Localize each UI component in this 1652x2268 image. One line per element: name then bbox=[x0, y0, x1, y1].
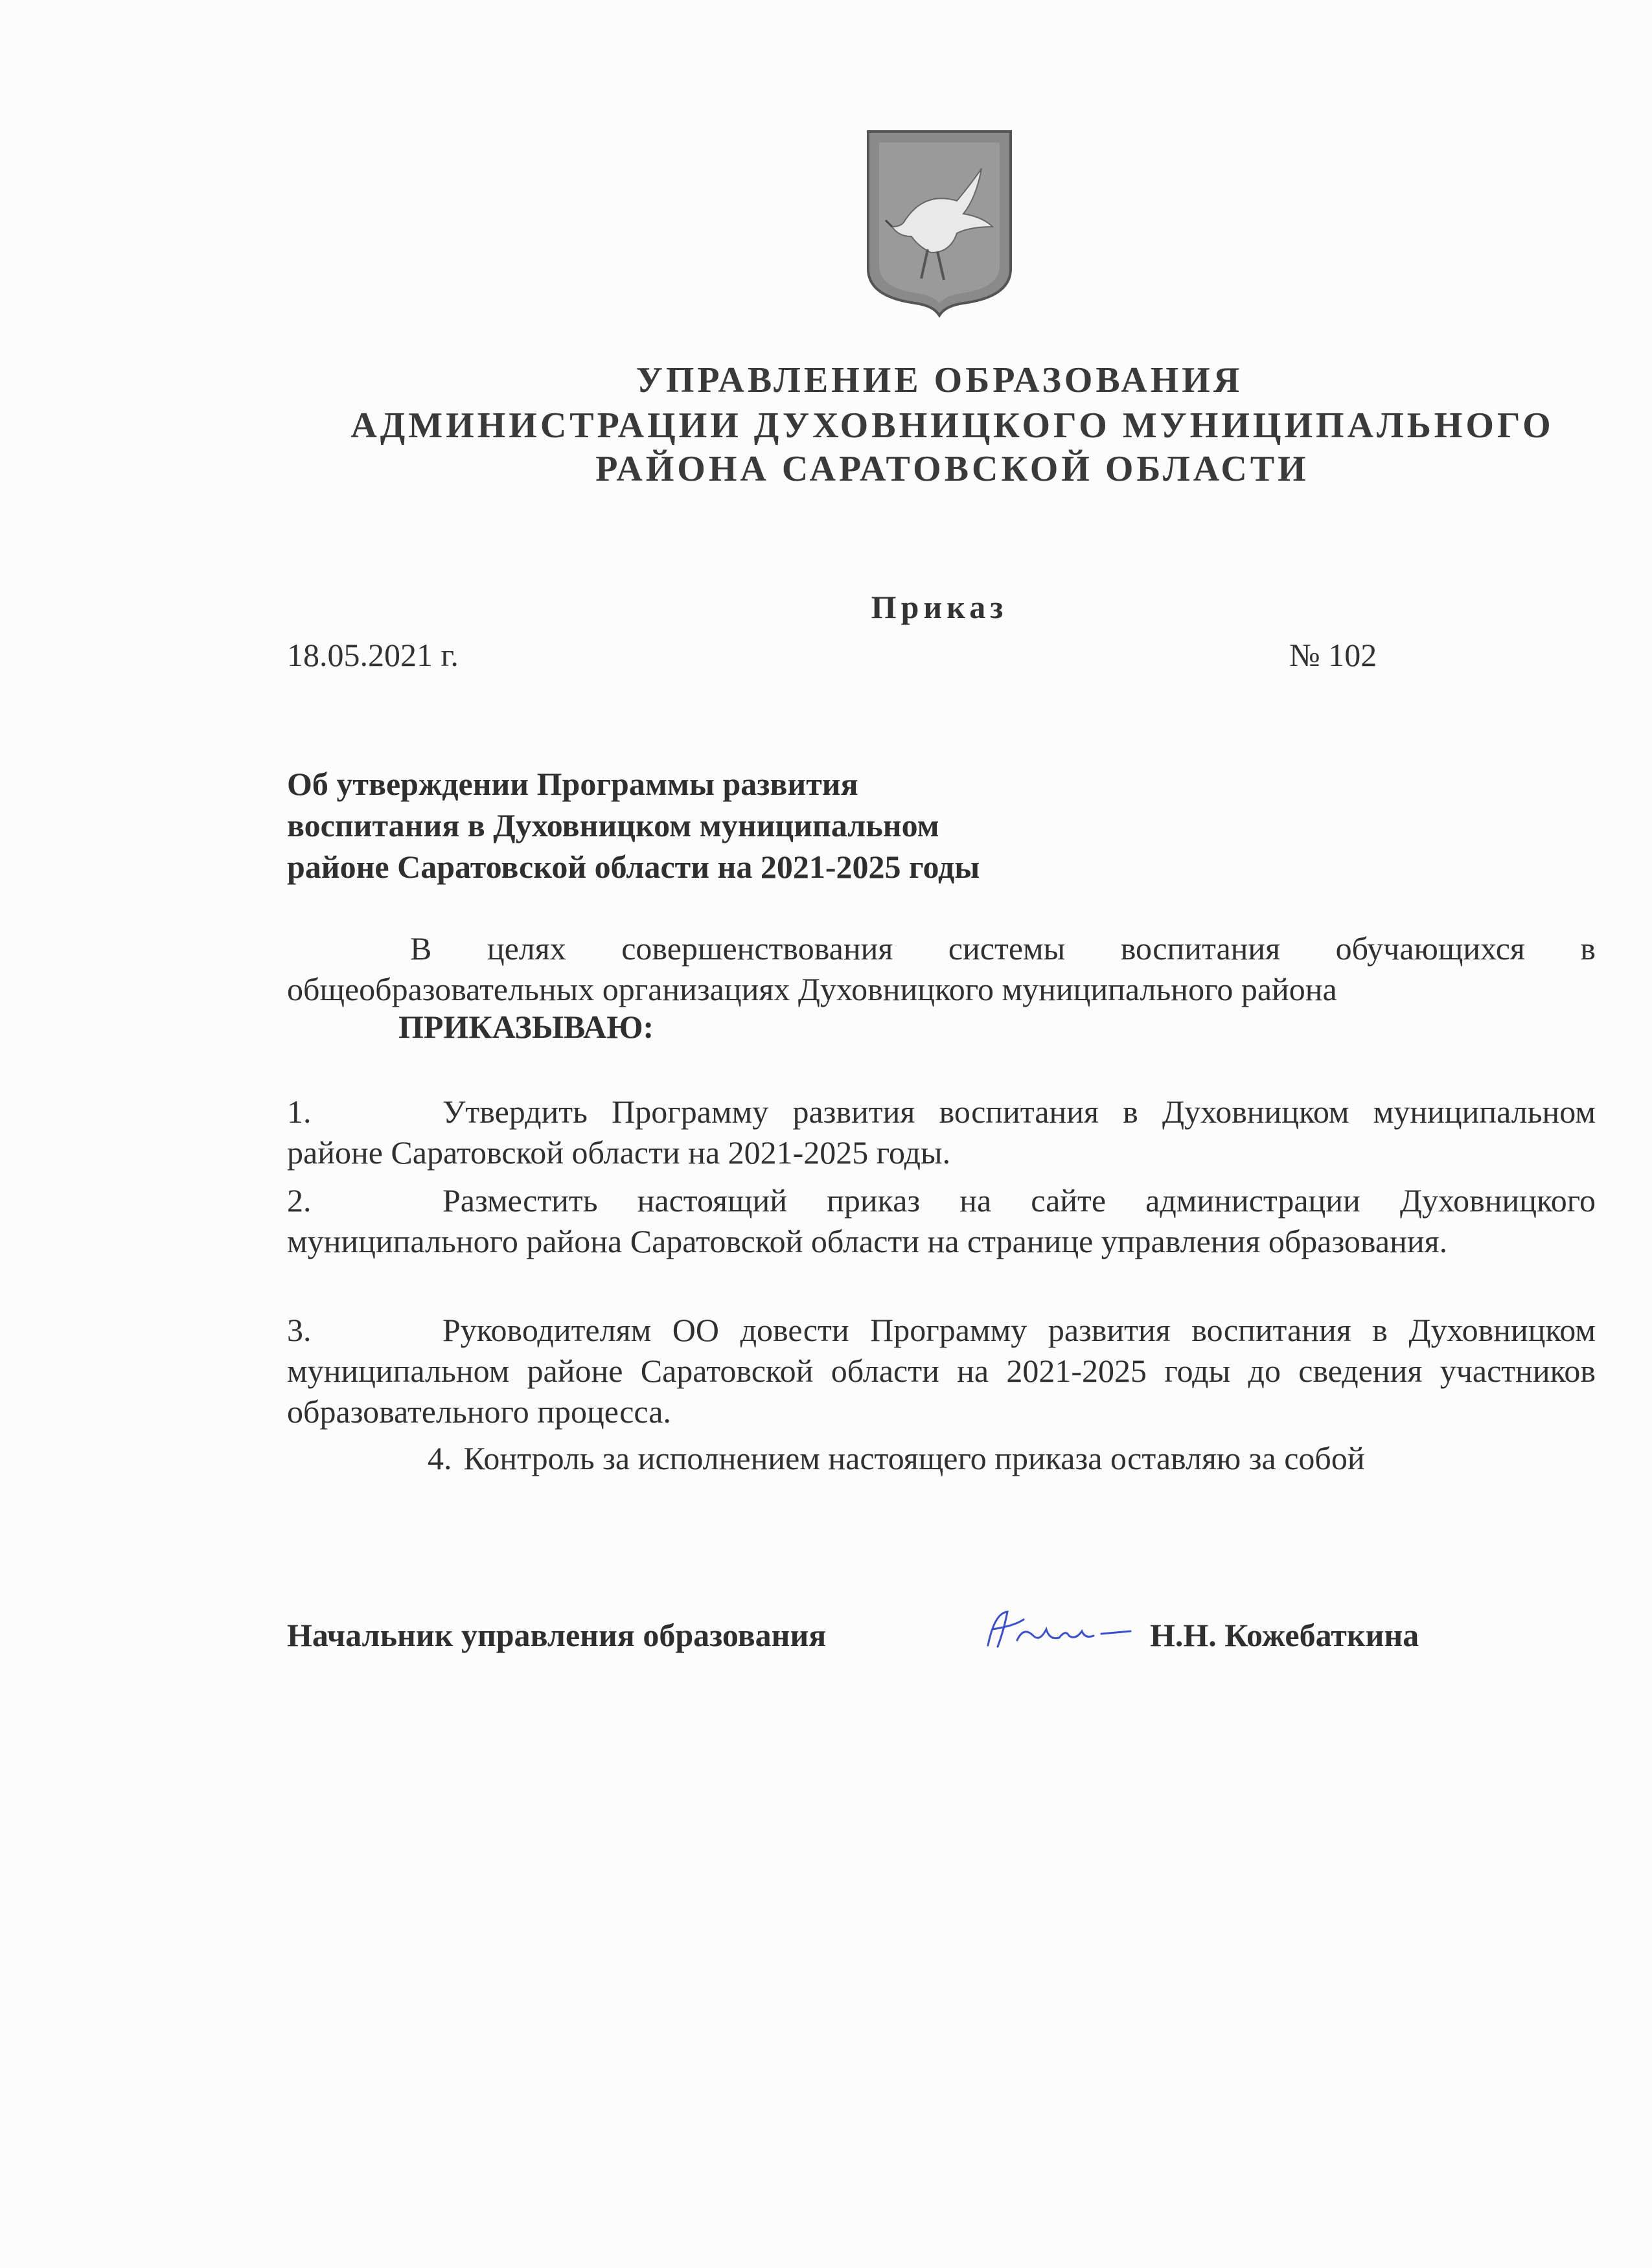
order-keyword: ПРИКАЗЫВАЮ: bbox=[398, 1009, 654, 1045]
order-item-2 bbox=[287, 1180, 1596, 1262]
subject-line-2: воспитания в Духовницком муниципальном bbox=[287, 807, 939, 843]
order-item-4 bbox=[428, 1439, 1365, 1477]
subject-line-1: Об утверждении Программы развития bbox=[287, 766, 858, 802]
order-item-3 bbox=[287, 1310, 1596, 1432]
document-type: Приказ bbox=[871, 589, 1008, 625]
signatory-title: Начальник управления образования bbox=[287, 1617, 827, 1653]
signatory-name: Н.Н. Кожебаткина bbox=[1150, 1617, 1419, 1653]
order-item-1 bbox=[287, 1092, 1596, 1173]
document-number: № 102 bbox=[1289, 637, 1377, 673]
item-number: 2. bbox=[287, 1182, 312, 1219]
item-text: Контроль за исполнением настоящего приказа оставляю за собой bbox=[463, 1440, 1365, 1476]
item-text: Утвердить Программу развития воспитания в Духовницком муниципальном районе Саратовской области на 2021-2025 годы. bbox=[287, 1094, 1596, 1171]
header-line-2: АДМИНИСТРАЦИИ ДУХОВНИЦКОГО МУНИЦИПАЛЬНОГО bbox=[350, 406, 1554, 446]
header-line-1: УПРАВЛЕНИЕ ОБРАЗОВАНИЯ bbox=[636, 360, 1243, 400]
item-number: 1. bbox=[287, 1094, 312, 1130]
header-line-3: РАЙОНА САРАТОВСКОЙ ОБЛАСТИ bbox=[595, 449, 1309, 489]
coat-of-arms-icon bbox=[866, 130, 1013, 317]
item-number: 4. bbox=[428, 1440, 452, 1476]
document-date: 18.05.2021 г. bbox=[287, 637, 459, 673]
handwritten-signature bbox=[978, 1600, 1147, 1658]
subject-line-3: районе Саратовской области на 2021-2025 годы bbox=[287, 849, 980, 885]
document-subject bbox=[287, 763, 1129, 888]
item-text: Руководителям ОО довести Программу развития воспитания в Духовницком муниципальном районе Саратовской области на 2021-2025 годы до сведения участников образовательного процесса. bbox=[287, 1312, 1596, 1430]
item-text: Разместить настоящий приказ на сайте администрации Духовницкого муниципального района Саратовской области на странице управления образования. bbox=[287, 1182, 1596, 1259]
item-number: 3. bbox=[287, 1312, 312, 1348]
preamble-paragraph: В целях совершенствования системы воспитания обучающихся в общеобразовательных организациях Духовницкого муниципального района bbox=[287, 930, 1596, 1007]
